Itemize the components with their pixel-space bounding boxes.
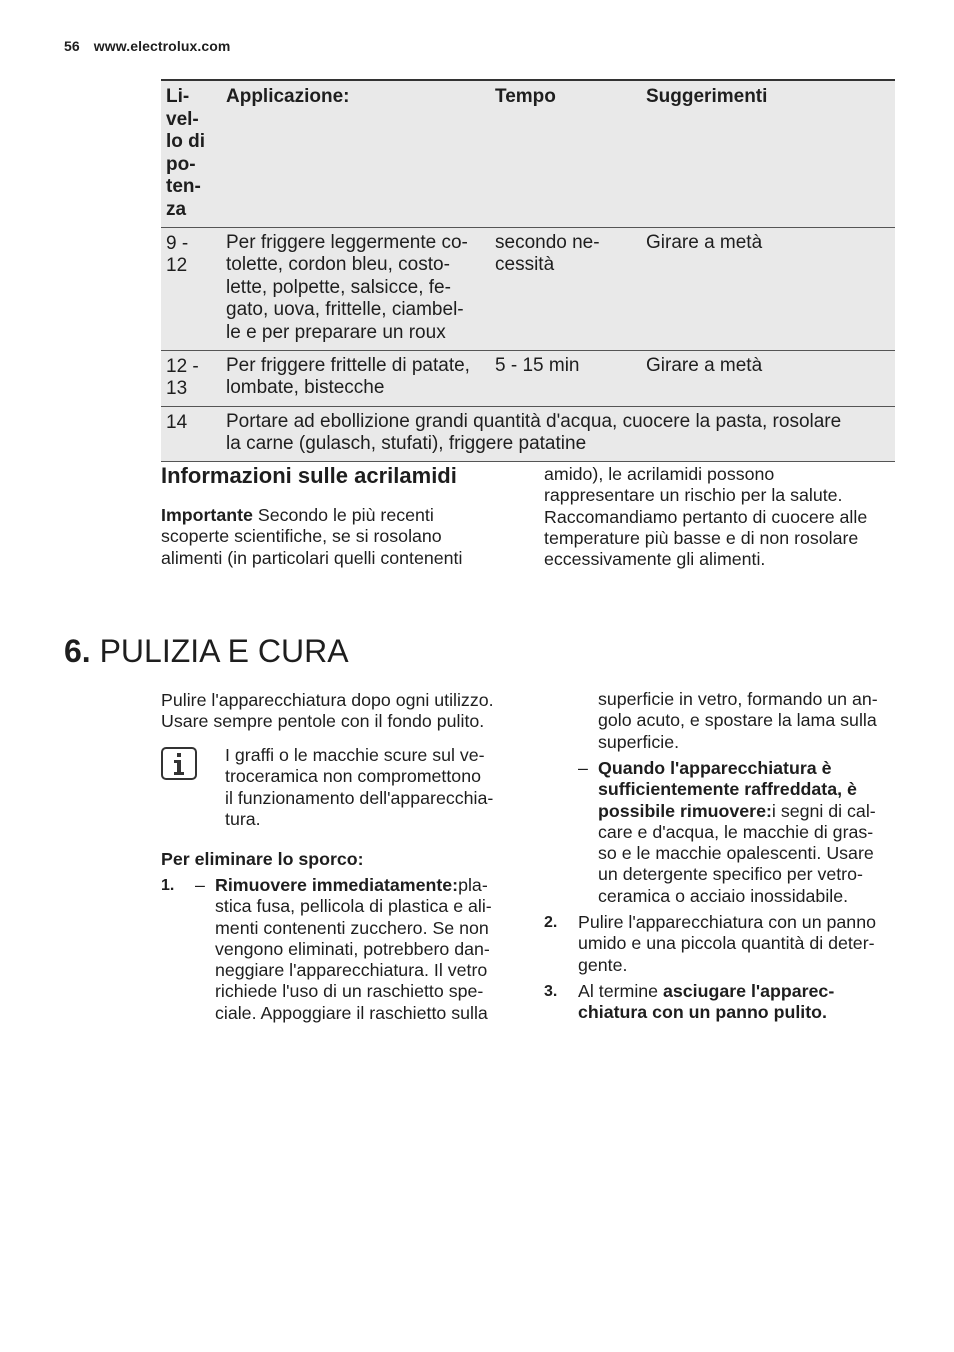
info-note-text: I graffi o le macchie scure sul ve- troceramica non compromettono il funzionamento dell'apparecchia- tura. <box>225 745 494 829</box>
step1a-continued: superficie in vetro, formando un an- golo acuto, e spostare la lama sulla superficie. <box>598 689 878 752</box>
step3-bold-rest: chiatura con un panno pulito. <box>578 1002 827 1023</box>
step3-text <box>578 981 898 1024</box>
cell-tips: Girare a metà <box>646 231 763 253</box>
site-url: www.electrolux.com <box>93 38 231 54</box>
cell-level: 9 - 12 <box>166 232 189 277</box>
cell-application-full: Portare ad ebollizione grandi quantità d'acqua, cuocere la pasta, rosolare la carne (gulasch, stufati), friggere patatine <box>226 410 842 455</box>
step1a-body: stica fusa, pellicola di plastica e ali- menti contenenti zucchero. Se non vengono eliminati, potrebbero dan- neggiare l'apparecchiatura. Il vetro richiede l'uso di un raschietto spe- ciale. Appoggiare il raschietto sulla <box>215 896 492 1023</box>
step1a-text <box>215 875 515 1024</box>
cell-level: 14 <box>166 411 188 433</box>
page-header <box>64 38 230 54</box>
acrylamide-text-left-body: Secondo le più recenti scoperte scientifiche, se si rosolano alimenti (in particolari quelli contenenti <box>161 505 463 568</box>
cell-level: 12 - 13 <box>166 355 199 400</box>
chapter-heading <box>64 632 349 670</box>
col-header-tips: Suggerimenti <box>646 86 768 107</box>
acrylamide-heading: Informazioni sulle acrilamidi <box>161 463 457 488</box>
step-number: 3. <box>544 983 558 1000</box>
cleaning-subheading: Per eliminare lo sporco: <box>161 849 364 869</box>
step1b-body: care e d'acqua, le macchie di gras- so e le macchie opalescenti. Usare un detergente specifico per vetro- ceramica o acciaio inossidabile. <box>598 821 874 906</box>
step1a-first-line: pla- <box>458 875 488 895</box>
cell-time: secondo ne- cessità <box>495 231 600 276</box>
step-dash: – <box>195 875 205 895</box>
important-label: Importante <box>161 505 253 525</box>
acrylamide-text-right: amido), le acrilamidi possono rappresentare un rischio per la salute. Raccomandiamo pertanto di cuocere alle temperature più basse e di non rosolare eccessivamente gli alimenti. <box>544 464 868 570</box>
info-icon <box>161 747 197 780</box>
table-row <box>161 406 895 461</box>
step1b-text <box>598 758 898 907</box>
step-number: 1. <box>161 877 175 894</box>
step1a-bold: Rimuovere immediatamente: <box>215 875 459 895</box>
cell-time: 5 - 15 min <box>495 354 580 376</box>
cleaning-intro: Pulire l'apparecchiatura dopo ogni utilizzo. Usare sempre pentole con il fondo pulito. <box>161 690 494 732</box>
acrylamide-text-left <box>161 505 511 569</box>
step1b-bold: Quando l'apparecchiatura è sufficientemente raffreddata, è possibile rimuovere: <box>598 758 857 821</box>
step2-text: Pulire l'apparecchiatura con un panno umido e una piccola quantità di deter- gente. <box>578 912 876 975</box>
step1b-first-line: i segni di cal- <box>771 800 876 821</box>
step3-lead: Al termine <box>578 981 663 1001</box>
table-row <box>161 350 895 406</box>
col-header-time: Tempo <box>495 86 556 107</box>
chapter-title: PULIZIA E CURA <box>99 633 349 669</box>
cell-application: Per friggere leggermente co- tolette, cordon bleu, costo- lette, polpette, salsicce, fe- gato, uova, frittelle, ciambel- le e per preparare un roux <box>226 231 468 343</box>
col-header-application: Applicazione: <box>226 86 350 107</box>
col-header-level: Li- vel- lo di po- ten- za <box>166 86 206 220</box>
page-number: 56 <box>64 38 80 54</box>
chapter-number: 6. <box>64 633 91 669</box>
step-dash: – <box>578 758 588 778</box>
cell-application: Per friggere frittelle di patate, lombate, bistecche <box>226 354 470 399</box>
step3-bold-first: asciugare l'apparec- <box>662 981 835 1001</box>
power-level-table <box>161 79 895 462</box>
step-number: 2. <box>544 914 558 931</box>
cell-tips: Girare a metà <box>646 354 763 376</box>
table-row <box>161 227 895 350</box>
table-header-row <box>161 80 895 227</box>
